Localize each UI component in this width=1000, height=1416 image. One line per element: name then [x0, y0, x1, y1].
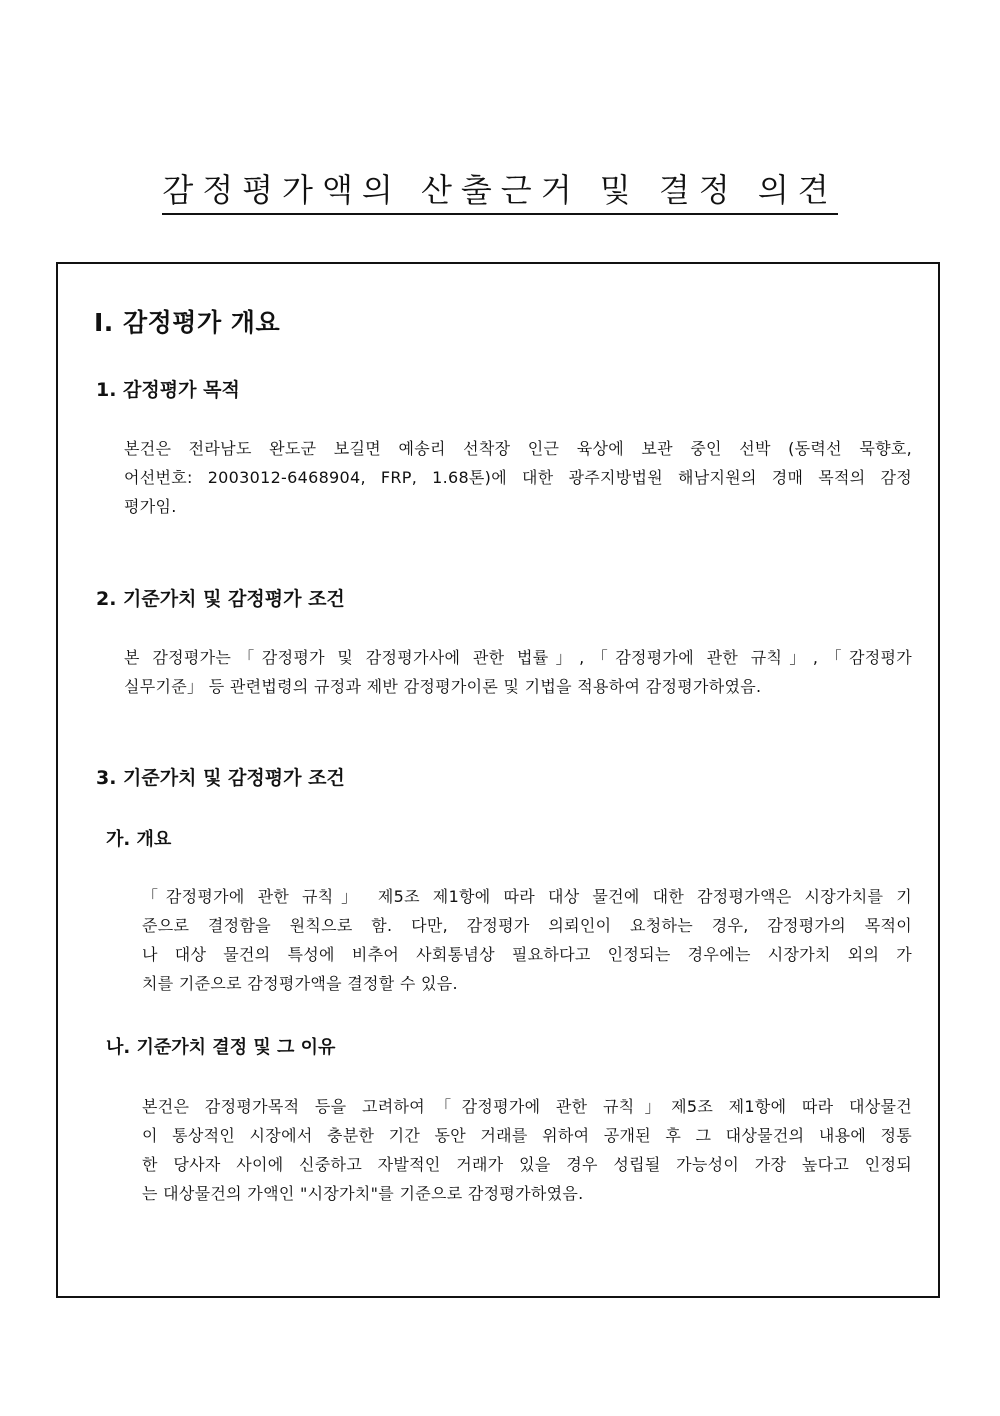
item-3b-line: 본건은 감정평가목적 등을 고려하여「감정평가에 관한 규칙」제5조 제1항에 따라 대상물건 [142, 1097, 912, 1116]
item-3b-line: 는 대상물건의 가액인 "시장가치"를 기준으로 감정평가하였음. [142, 1184, 584, 1203]
item-3a-line: 나 대상 물건의 특성에 비추어 사회통념상 필요하다고 인정되는 경우에는 시장가치 외의 가 [142, 945, 912, 964]
item-3b-line: 이 통상적인 시장에서 충분한 기간 동안 거래를 위하여 공개된 후 그 대상물건의 내용에 정통 [142, 1126, 912, 1145]
item-3a-line: 준으로 결정함을 원칙으로 함. 다만, 감정평가 의뢰인이 요청하는 경우, 감정평가의 목적이 [142, 916, 912, 935]
item-3a-line: 치를 기준으로 감정평가액을 결정할 수 있음. [142, 974, 458, 993]
item-3b-paragraph [142, 1092, 912, 1208]
page-title [0, 168, 1000, 215]
item-3b-heading: 나. 기준가치 결정 및 그 이유 [106, 1037, 336, 1058]
item-1-line: 평가임. [124, 497, 177, 516]
item-1-paragraph [124, 434, 912, 521]
item-3a-paragraph [142, 882, 912, 998]
item-1-line: 어선번호: 2003012-6468904, FRP, 1.68톤)에 대한 광주지방법원 해남지원의 경매 목적의 감정 [124, 468, 912, 487]
item-1-line: 본건은 전라남도 완도군 보길면 예송리 선착장 인근 육상에 보관 중인 선박 (동력선 묵향호, [124, 439, 912, 458]
item-3-heading: 3. 기준가치 및 감정평가 조건 [96, 767, 345, 789]
item-1-heading: 1. 감정평가 목적 [96, 379, 240, 401]
page-title-text: 감정평가액의 산출근거 및 결정 의견 [162, 168, 837, 215]
item-2-line: 실무기준」 등 관련법령의 규정과 제반 감정평가이론 및 기법을 적용하여 감정평가하였음. [124, 677, 762, 696]
item-3a-heading: 가. 개요 [106, 829, 172, 850]
item-3a-line: 「감정평가에 관한 규칙」 제5조 제1항에 따라 대상 물건에 대한 감정평가액은 시장가치를 기 [142, 887, 912, 906]
section-heading-overview: Ⅰ. 감정평가 개요 [94, 308, 281, 337]
item-3b-line: 한 당사자 사이에 신중하고 자발적인 거래가 있을 경우 성립될 가능성이 가장 높다고 인정되 [142, 1155, 912, 1174]
item-2-line: 본 감정평가는「감정평가 및 감정평가사에 관한 법률」,「감정평가에 관한 규칙」,「감정평가 [124, 648, 912, 667]
item-2-heading: 2. 기준가치 및 감정평가 조건 [96, 588, 345, 610]
item-2-paragraph [124, 643, 912, 701]
